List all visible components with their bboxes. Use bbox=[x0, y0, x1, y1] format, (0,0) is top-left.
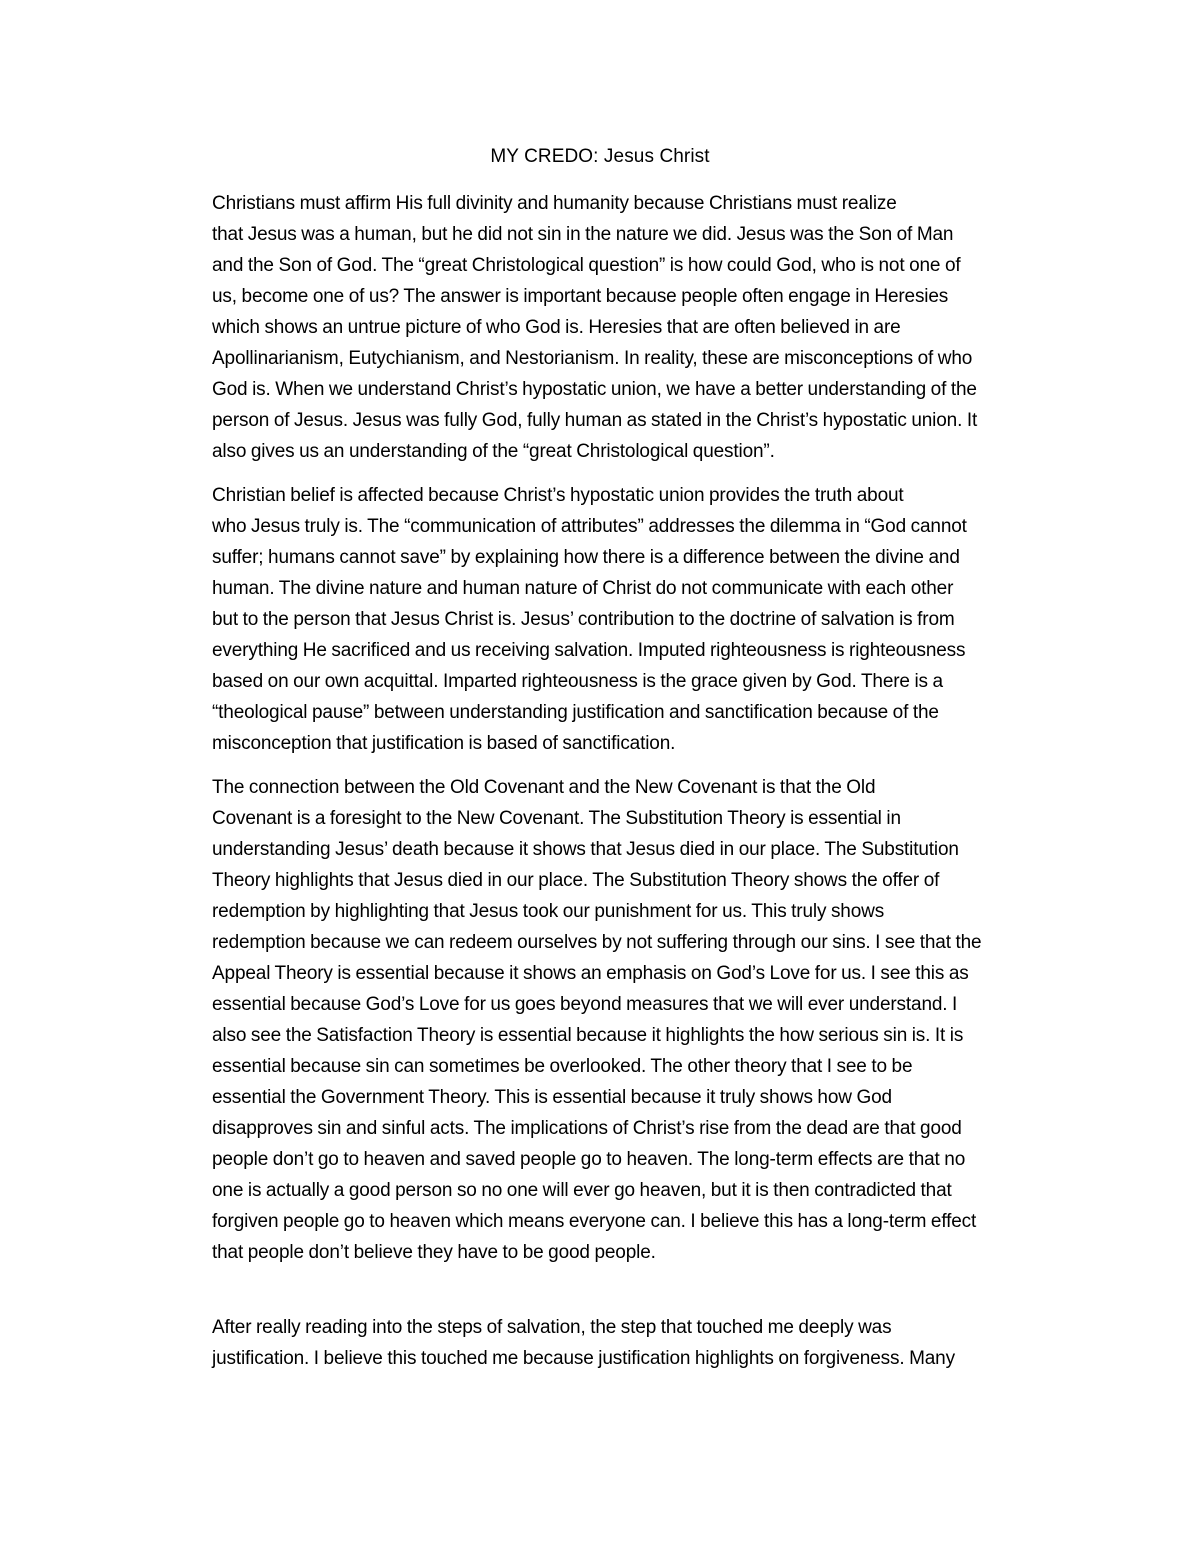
text-line: people don’t go to heaven and saved people go to heaven. The long-term effects are that no bbox=[212, 1149, 966, 1170]
text-line: which shows an untrue picture of who God is. Heresies that are often believed in are bbox=[212, 317, 901, 338]
text-line: everything He sacrificed and us receiving salvation. Imputed righteousness is righteousness bbox=[212, 640, 966, 661]
text-line: human. The divine nature and human nature of Christ do not communicate with each other bbox=[212, 578, 954, 599]
text-line: also gives us an understanding of the “great Christological question”. bbox=[212, 441, 775, 462]
text-line: Christians must affirm His full divinity and humanity because Christians must realize bbox=[212, 193, 897, 214]
text-line: redemption because we can redeem ourselves by not suffering through our sins. I see that the bbox=[212, 932, 982, 953]
text-line: Christian belief is affected because Christ’s hypostatic union provides the truth about bbox=[212, 485, 904, 506]
blank-line bbox=[140, 1281, 1060, 1312]
text-line: also see the Satisfaction Theory is essential because it highlights the how serious sin is. It is bbox=[212, 1025, 964, 1046]
text-line: disapproves sin and sinful acts. The implications of Christ’s rise from the dead are that good bbox=[212, 1118, 962, 1139]
text-line: Theory highlights that Jesus died in our place. The Substitution Theory shows the offer of bbox=[212, 870, 940, 891]
text-line: Apollinarianism, Eutychianism, and Nestorianism. In reality, these are misconceptions of who bbox=[212, 348, 973, 369]
text-line: Appeal Theory is essential because it shows an emphasis on God’s Love for us. I see this as bbox=[212, 963, 969, 984]
text-line: forgiven people go to heaven which means everyone can. I believe this has a long-term effect bbox=[212, 1211, 977, 1232]
text-line: God is. When we understand Christ’s hypostatic union, we have a better understanding of the bbox=[212, 379, 977, 400]
paragraph-1 bbox=[140, 188, 1060, 467]
text-line: and the Son of God. The “great Christological question” is how could God, who is not one of bbox=[212, 255, 961, 276]
text-line: justification. I believe this touched me because justification highlights on forgiveness. Many bbox=[212, 1348, 955, 1369]
text-line: misconception that justification is based of sanctification. bbox=[212, 733, 676, 754]
text-line: that people don’t believe they have to be good people. bbox=[212, 1242, 656, 1263]
text-line: essential because sin can sometimes be overlooked. The other theory that I see to be bbox=[212, 1056, 913, 1077]
text-line: person of Jesus. Jesus was fully God, fully human as stated in the Christ’s hypostatic union. It bbox=[212, 410, 978, 431]
paragraph-4 bbox=[140, 1312, 1060, 1374]
text-line: The connection between the Old Covenant and the New Covenant is that the Old bbox=[212, 777, 876, 798]
text-line: based on our own acquittal. Imparted righteousness is the grace given by God. There is a bbox=[212, 671, 943, 692]
text-line: but to the person that Jesus Christ is. Jesus’ contribution to the doctrine of salvation is from bbox=[212, 609, 955, 630]
text-line: redemption by highlighting that Jesus took our punishment for us. This truly shows bbox=[212, 901, 885, 922]
text-line: suffer; humans cannot save” by explaining how there is a difference between the divine and bbox=[212, 547, 960, 568]
paragraph-3 bbox=[140, 772, 1060, 1268]
text-line: who Jesus truly is. The “communication of attributes” addresses the dilemma in “God cannot bbox=[212, 516, 967, 537]
text-line: that Jesus was a human, but he did not sin in the nature we did. Jesus was the Son of Man bbox=[212, 224, 954, 245]
text-line: Covenant is a foresight to the New Covenant. The Substitution Theory is essential in bbox=[212, 808, 901, 829]
document-body bbox=[140, 188, 1060, 1387]
document-title: MY CREDO: Jesus Christ bbox=[490, 146, 710, 167]
text-line: understanding Jesus’ death because it shows that Jesus died in our place. The Substitution bbox=[212, 839, 959, 860]
paragraph-2 bbox=[140, 480, 1060, 759]
text-line: “theological pause” between understanding justification and sanctification because of the bbox=[212, 702, 939, 723]
text-line: essential because God’s Love for us goes beyond measures that we will ever understand. I bbox=[212, 994, 958, 1015]
text-line: After really reading into the steps of salvation, the step that touched me deeply was bbox=[212, 1317, 892, 1338]
text-line: us, become one of us? The answer is important because people often engage in Heresies bbox=[212, 286, 949, 307]
text-line: essential the Government Theory. This is essential because it truly shows how God bbox=[212, 1087, 892, 1108]
text-line: one is actually a good person so no one will ever go heaven, but it is then contradicted that bbox=[212, 1180, 952, 1201]
